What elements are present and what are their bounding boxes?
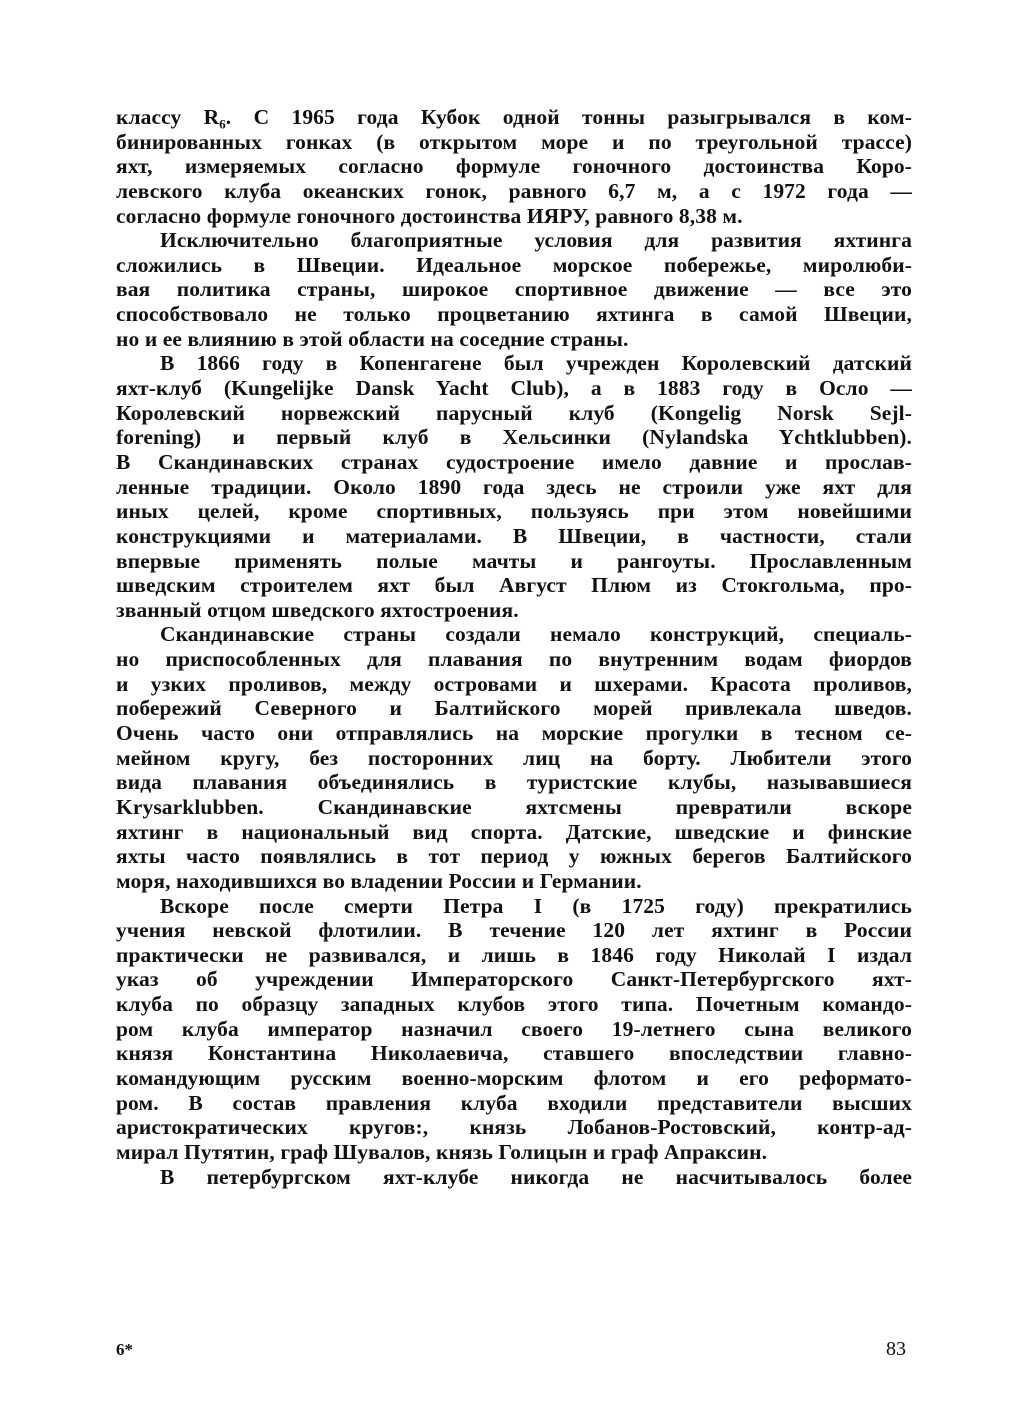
text-line: мейном кругу, без посторонних лиц на борту. Любители этого [116,745,912,770]
text-line: В петербургском яхт-клубе никогда не насчитывалось более [160,1164,912,1189]
text-line: но и ее влиянию в этой области на соседние страны. [116,326,629,351]
text-line: способствовало не только процветанию яхтинга в самой Швеции, [116,302,912,327]
text-line: Скандинавские страны создали немало конструкций, специаль- [160,622,912,647]
text-line: Исключительно благоприятные условия для развития яхтинга [160,228,912,253]
text-line: шведским строителем яхт был Август Плюм из Стокгольма, про- [116,573,912,598]
paragraph [116,894,912,1165]
text-line: В Скандинавских странах судостроение имело давние и прослав- [116,449,912,474]
text-line: иных целей, кроме спортивных, пользуясь при этом новейшими [116,499,912,524]
text-line: Вскоре после смерти Петра I (в 1725 году) прекратились [160,893,912,918]
text-line: командующим русским военно-морским флотом и его реформато- [116,1065,912,1090]
text-line: но приспособленных для плавания по внутренним водам фиордов [116,647,912,672]
text-line: вида плавания объединялись в туристские клубы, называвшиеся [116,770,912,795]
text-line: яхт-клуб (Kungelijke Dansk Yacht Club), а в 1883 году в Осло — [116,376,912,401]
text-line: званный отцом шведского яхтостроения. [116,597,519,622]
text-line: forening) и первый клуб в Хельсинки (Nylandska Ychtklubben). [116,425,912,450]
text-line: побережий Северного и Балтийского морей привлекала шведов. [116,696,912,721]
text-line: практически не развивался, и лишь в 1846 году Николай I издал [116,942,912,967]
text-line: яхты часто появлялись в тот период у южных берегов Балтийского [116,844,912,869]
text-line: Krysarklubben. Скандинавские яхтсмены превратили вскоре [116,794,912,819]
text-line: впервые применять полые мачты и рангоуты. Прославленным [116,548,912,573]
text-line: учения невской флотилии. В течение 120 лет яхтинг в России [116,918,912,943]
text-line: Королевский норвежский парусный клуб (Kongelig Norsk Sejl- [116,400,912,425]
text-line: согласно формуле гоночного достоинства ИЯРУ, равного 8,38 м. [116,203,743,228]
text-line: и узких проливов, между островами и шхерами. Красота проливов, [116,671,912,696]
paragraph [116,622,912,893]
text-line: ром. В состав правления клуба входили представители высших [116,1090,912,1115]
paragraph [116,105,912,228]
text-line: указ об учреждении Императорского Санкт-Петербургского яхт- [116,967,912,992]
text-line: бинированных гонках (в открытом море и по треугольной трассе) [116,129,912,154]
text-line: сложились в Швеции. Идеальное морское побережье, миролюби- [116,252,912,277]
text-line: ром клуба император назначил своего 19-летнего сына великого [116,1016,912,1041]
text-line: князя Константина Николаевича, ставшего впоследствии главно- [116,1041,912,1066]
text-line: клуба по образцу западных клубов этого типа. Почетным командо- [116,992,912,1017]
text-line: вая политика страны, широкое спортивное движение — все это [116,277,912,302]
text-line: яхт, измеряемых согласно формуле гоночного достоинства Коро- [116,154,912,179]
paragraph [116,351,912,622]
text-line: В 1866 году в Копенгагене был учрежден Королевский датский [160,351,912,376]
paragraph [116,228,912,351]
signature-mark: 6* [116,1340,133,1359]
text-line: левского клуба океанских гонок, равного 6,7 м, а с 1972 года — [116,178,912,203]
text-line: классу R₆. С 1965 года Кубок одной тонны разыгрывался в ком- [116,105,912,129]
page-number: 83 [886,1338,906,1360]
text-line: мирал Путятин, граф Шувалов, князь Голицын и граф Апраксин. [116,1139,768,1164]
text-line: ленные традиции. Около 1890 года здесь не строили уже яхт для [116,474,912,499]
text-line: моря, находившихся во владении России и Германии. [116,868,642,893]
body-text [116,105,912,1189]
text-line: яхтинг в национальный вид спорта. Датские, шведские и финские [116,819,912,844]
text-line: Очень часто они отправлялись на морские прогулки в тесном се- [116,721,912,746]
text-line: конструкциями и материалами. В Швеции, в частности, стали [116,523,912,548]
paragraph [116,1165,912,1190]
text-line: аристократических кругов:, князь Лобанов-Ростовский, контр-ад- [116,1115,912,1140]
